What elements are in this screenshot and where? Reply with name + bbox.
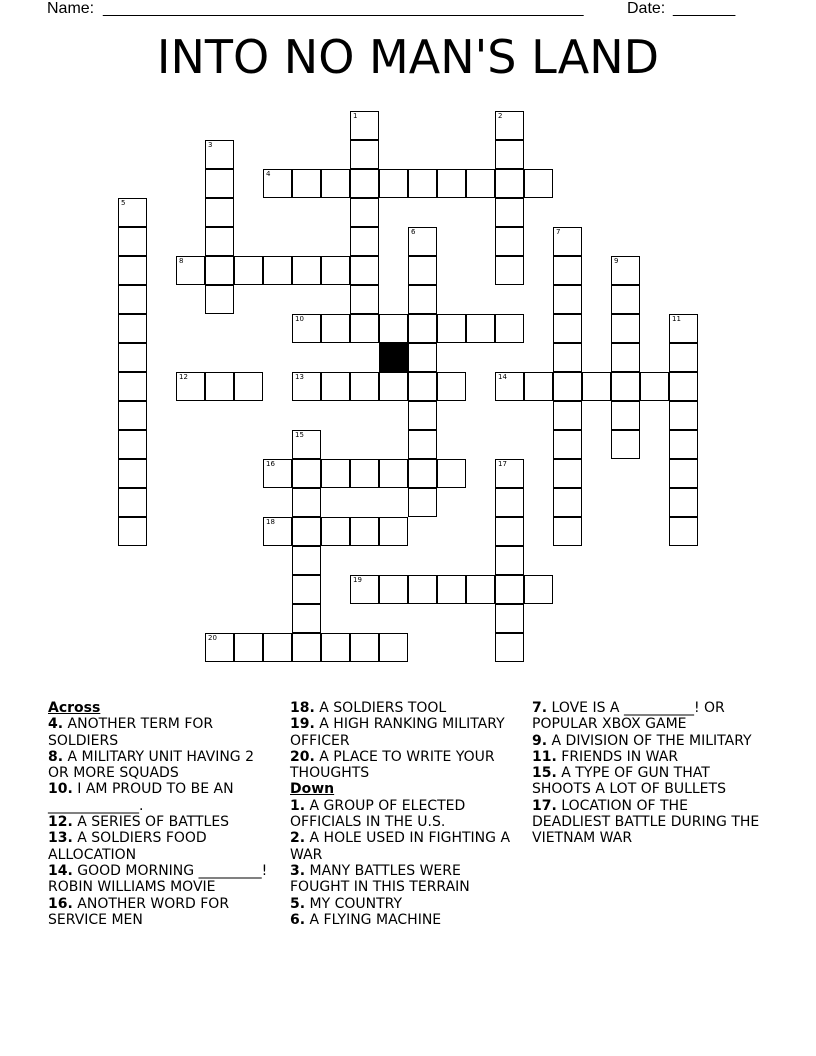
grid-cell[interactable] xyxy=(466,169,495,198)
grid-cell[interactable] xyxy=(495,140,524,169)
grid-cell[interactable] xyxy=(350,140,379,169)
clue-number: 9 xyxy=(614,257,619,265)
clue-text: A HOLE USED IN FIGHTING A WAR xyxy=(290,830,511,863)
grid-cell[interactable] xyxy=(350,459,379,488)
grid-cell[interactable] xyxy=(495,604,524,633)
grid-cell[interactable] xyxy=(495,256,524,285)
grid-cell[interactable] xyxy=(118,227,147,256)
grid-cell[interactable] xyxy=(292,314,321,343)
grid-cell[interactable] xyxy=(350,111,379,140)
grid-cell[interactable] xyxy=(118,459,147,488)
clue-number: 4 xyxy=(266,170,271,178)
grid-cell[interactable] xyxy=(524,169,553,198)
clue xyxy=(48,749,268,782)
grid-cell[interactable] xyxy=(205,372,234,401)
grid-cell[interactable] xyxy=(350,227,379,256)
clue-text: FRIENDS IN WAR xyxy=(556,748,679,765)
clue-number: 19. xyxy=(290,716,315,733)
clue-number: 17. xyxy=(532,797,557,814)
grid-cell[interactable] xyxy=(350,575,379,604)
clue-text: I AM PROUD TO BE AN _____________. xyxy=(48,781,234,814)
grid-cell[interactable] xyxy=(292,169,321,198)
grid-cell[interactable] xyxy=(408,575,437,604)
grid-cell[interactable] xyxy=(582,372,611,401)
clue xyxy=(48,716,268,749)
grid-cell[interactable] xyxy=(408,372,437,401)
grid-cell[interactable] xyxy=(408,285,437,314)
clue-number: 9. xyxy=(532,732,548,749)
grid-cell[interactable] xyxy=(437,169,466,198)
clue-text: A GROUP OF ELECTED OFFICIALS IN THE U.S. xyxy=(290,797,466,831)
grid-cell[interactable] xyxy=(118,256,147,285)
grid-cell[interactable] xyxy=(553,401,582,430)
grid-black-cell xyxy=(379,343,408,372)
grid-cell[interactable] xyxy=(205,227,234,256)
clues-column-1 xyxy=(48,700,268,928)
grid-cell[interactable] xyxy=(118,372,147,401)
clue-text: A HIGH RANKING MILITARY OFFICER xyxy=(290,716,505,749)
clue-number: 2. xyxy=(290,830,306,847)
grid-cell[interactable] xyxy=(350,285,379,314)
clue-number: 12 xyxy=(179,373,188,381)
across-clue-list xyxy=(48,716,268,928)
grid-cell[interactable] xyxy=(466,314,495,343)
clue-number: 10. xyxy=(48,781,73,798)
down-heading: Down xyxy=(290,781,335,798)
grid-cell[interactable] xyxy=(466,575,495,604)
name-label: Name: xyxy=(47,0,95,17)
grid-cell[interactable] xyxy=(495,169,524,198)
clue-text: A SOLDIERS TOOL xyxy=(314,700,447,716)
clue xyxy=(290,749,512,782)
clue-number: 20 xyxy=(208,634,217,642)
clue xyxy=(290,700,512,716)
clue xyxy=(532,798,766,847)
grid-cell[interactable] xyxy=(669,401,698,430)
clue-text: A TYPE OF GUN THAT SHOOTS A LOT OF BULLETS xyxy=(532,765,726,798)
grid-cell[interactable] xyxy=(524,372,553,401)
clue-number: 16 xyxy=(266,460,275,468)
clue-text: A PLACE TO WRITE YOUR THOUGHTS xyxy=(290,748,495,782)
grid-cell[interactable] xyxy=(292,575,321,604)
clue-number: 18 xyxy=(266,518,275,526)
grid-cell[interactable] xyxy=(553,285,582,314)
grid-cell[interactable] xyxy=(379,169,408,198)
clue-number: 19 xyxy=(353,576,362,584)
clues-column-2 xyxy=(290,700,512,928)
grid-cell[interactable] xyxy=(437,575,466,604)
grid-cell[interactable] xyxy=(553,488,582,517)
grid-cell[interactable] xyxy=(205,256,234,285)
grid-cell[interactable] xyxy=(321,517,350,546)
across-clue-list-continued xyxy=(290,700,512,781)
clue-text: MY COUNTRY xyxy=(305,895,403,912)
clue xyxy=(532,765,766,798)
grid-cell[interactable] xyxy=(669,314,698,343)
grid-cell[interactable] xyxy=(379,459,408,488)
clue-text: LOCATION OF THE DEADLIEST BATTLE DURING THE VIETNAM WAR xyxy=(532,797,760,847)
grid-cell[interactable] xyxy=(350,169,379,198)
grid-cell[interactable] xyxy=(350,256,379,285)
clue-number: 6. xyxy=(290,911,306,928)
grid-cell[interactable] xyxy=(205,633,234,662)
clue-number: 18. xyxy=(290,700,315,716)
grid-cell[interactable] xyxy=(321,459,350,488)
grid-cell[interactable] xyxy=(553,256,582,285)
grid-cell[interactable] xyxy=(611,430,640,459)
grid-cell[interactable] xyxy=(292,604,321,633)
grid-cell[interactable] xyxy=(437,314,466,343)
grid-cell[interactable] xyxy=(118,285,147,314)
clue-number: 5 xyxy=(121,199,126,207)
grid-cell[interactable] xyxy=(408,401,437,430)
clue-number: 3. xyxy=(290,862,306,879)
grid-cell[interactable] xyxy=(495,198,524,227)
grid-cell[interactable] xyxy=(263,459,292,488)
grid-cell[interactable] xyxy=(611,314,640,343)
grid-cell[interactable] xyxy=(292,633,321,662)
grid-cell[interactable] xyxy=(640,372,669,401)
clue-number: 1. xyxy=(290,797,306,814)
grid-cell[interactable] xyxy=(350,198,379,227)
grid-cell[interactable] xyxy=(611,372,640,401)
grid-cell[interactable] xyxy=(553,517,582,546)
grid-cell[interactable] xyxy=(379,314,408,343)
grid-cell[interactable] xyxy=(321,633,350,662)
grid-cell[interactable] xyxy=(553,459,582,488)
grid-cell[interactable] xyxy=(495,459,524,488)
grid-cell[interactable] xyxy=(350,633,379,662)
grid-cell[interactable] xyxy=(437,459,466,488)
grid-cell[interactable] xyxy=(611,401,640,430)
clue-number: 7 xyxy=(556,228,561,236)
clue-number: 14. xyxy=(48,862,73,879)
grid-cell[interactable] xyxy=(553,372,582,401)
grid-cell[interactable] xyxy=(292,256,321,285)
grid-cell[interactable] xyxy=(553,430,582,459)
clue-number: 1 xyxy=(353,112,358,120)
grid-cell[interactable] xyxy=(292,488,321,517)
clue-text: A DIVISION OF THE MILITARY xyxy=(547,732,752,749)
grid-cell[interactable] xyxy=(553,314,582,343)
grid-cell[interactable] xyxy=(408,169,437,198)
grid-cell[interactable] xyxy=(408,314,437,343)
grid-cell[interactable] xyxy=(669,343,698,372)
name-field[interactable]: ______________________________________________________ xyxy=(103,0,584,17)
grid-cell[interactable] xyxy=(292,459,321,488)
grid-cell[interactable] xyxy=(408,227,437,256)
clue-number: 14 xyxy=(498,373,507,381)
clue-number: 3 xyxy=(208,141,213,149)
grid-cell[interactable] xyxy=(669,488,698,517)
grid-cell[interactable] xyxy=(437,372,466,401)
clue-number: 6 xyxy=(411,228,416,236)
grid-cell[interactable] xyxy=(234,633,263,662)
grid-cell[interactable] xyxy=(205,285,234,314)
grid-cell[interactable] xyxy=(118,401,147,430)
grid-cell[interactable] xyxy=(205,169,234,198)
grid-cell[interactable] xyxy=(321,256,350,285)
clue-text: LOVE IS A __________! OR POPULAR XBOX GAME xyxy=(532,700,725,733)
grid-cell[interactable] xyxy=(350,372,379,401)
clue-text: ANOTHER WORD FOR SERVICE MEN xyxy=(48,895,230,928)
grid-cell[interactable] xyxy=(118,198,147,227)
grid-cell[interactable] xyxy=(495,314,524,343)
grid-cell[interactable] xyxy=(495,575,524,604)
clue-number: 13. xyxy=(48,830,73,847)
down-clue-list-continued xyxy=(532,700,766,847)
clue-text: A SOLDIERS FOOD ALLOCATION xyxy=(48,830,207,863)
clue-number: 11 xyxy=(672,315,681,323)
grid-cell[interactable] xyxy=(379,517,408,546)
grid-cell[interactable] xyxy=(379,575,408,604)
clue xyxy=(532,700,766,733)
clue xyxy=(532,733,766,749)
grid-cell[interactable] xyxy=(118,517,147,546)
grid-cell[interactable] xyxy=(495,517,524,546)
clue-text: MANY BATTLES WERE FOUGHT IN THIS TERRAIN xyxy=(290,862,470,896)
clue xyxy=(290,830,512,863)
clue-text: GOOD MORNING _________! ROBIN WILLIAMS MOVIE xyxy=(48,862,268,896)
grid-cell[interactable] xyxy=(553,227,582,256)
grid-cell[interactable] xyxy=(263,633,292,662)
grid-cell[interactable] xyxy=(263,169,292,198)
grid-cell[interactable] xyxy=(292,430,321,459)
clue-number: 16. xyxy=(48,895,73,912)
grid-cell[interactable] xyxy=(176,372,205,401)
grid-cell[interactable] xyxy=(350,517,379,546)
date-label: Date: xyxy=(627,0,666,17)
clue-number: 20. xyxy=(290,748,315,765)
grid-cell[interactable] xyxy=(118,430,147,459)
grid-cell[interactable] xyxy=(611,256,640,285)
grid-cell[interactable] xyxy=(292,517,321,546)
clue xyxy=(48,863,268,896)
clue xyxy=(48,814,268,830)
grid-cell[interactable] xyxy=(118,343,147,372)
grid-cell[interactable] xyxy=(611,343,640,372)
clue-text: A SERIES OF BATTLES xyxy=(72,814,230,831)
clue-number: 15. xyxy=(532,765,557,782)
clue-number: 13 xyxy=(295,373,304,381)
clue xyxy=(48,896,268,929)
clue-text: A FLYING MACHINE xyxy=(305,911,442,928)
clue xyxy=(290,716,512,749)
grid-cell[interactable] xyxy=(379,633,408,662)
clue-number: 8 xyxy=(179,257,184,265)
grid-cell[interactable] xyxy=(321,169,350,198)
clue-number: 12. xyxy=(48,814,73,831)
clue xyxy=(290,798,512,831)
grid-cell[interactable] xyxy=(611,285,640,314)
clue-number: 17 xyxy=(498,460,507,468)
grid-cell[interactable] xyxy=(669,459,698,488)
clue-number: 4. xyxy=(48,716,64,733)
down-clue-list xyxy=(290,798,512,928)
clue xyxy=(290,912,512,928)
grid-cell[interactable] xyxy=(263,256,292,285)
grid-cell[interactable] xyxy=(495,633,524,662)
clue-text: A MILITARY UNIT HAVING 2 OR MORE SQUADS xyxy=(48,748,254,782)
grid-cell[interactable] xyxy=(350,314,379,343)
clue xyxy=(48,781,268,814)
clue xyxy=(532,749,766,765)
date-field[interactable]: _______ xyxy=(673,0,736,17)
grid-cell[interactable] xyxy=(669,517,698,546)
grid-cell[interactable] xyxy=(408,488,437,517)
clue-number: 8. xyxy=(48,748,64,765)
grid-cell[interactable] xyxy=(321,372,350,401)
grid-cell[interactable] xyxy=(292,546,321,575)
clue-number: 2 xyxy=(498,112,503,120)
clue xyxy=(48,830,268,863)
clue-text: ANOTHER TERM FOR SOLDIERS xyxy=(48,716,214,749)
grid-cell[interactable] xyxy=(292,372,321,401)
grid-cell[interactable] xyxy=(408,459,437,488)
grid-cell[interactable] xyxy=(524,575,553,604)
clue-number: 7. xyxy=(532,700,548,716)
grid-cell[interactable] xyxy=(669,372,698,401)
grid-cell[interactable] xyxy=(495,227,524,256)
clue-number: 5. xyxy=(290,895,306,912)
grid-cell[interactable] xyxy=(495,372,524,401)
grid-cell[interactable] xyxy=(379,372,408,401)
grid-cell[interactable] xyxy=(408,256,437,285)
grid-cell[interactable] xyxy=(205,198,234,227)
grid-cell[interactable] xyxy=(408,343,437,372)
grid-cell[interactable] xyxy=(495,111,524,140)
grid-cell[interactable] xyxy=(553,343,582,372)
grid-cell[interactable] xyxy=(118,314,147,343)
grid-cell[interactable] xyxy=(321,314,350,343)
clue-number: 10 xyxy=(295,315,304,323)
clue-number: 15 xyxy=(295,431,304,439)
grid-cell[interactable] xyxy=(176,256,205,285)
across-heading: Across xyxy=(48,700,101,716)
grid-cell[interactable] xyxy=(234,372,263,401)
grid-cell[interactable] xyxy=(234,256,263,285)
grid-cell[interactable] xyxy=(118,488,147,517)
puzzle-title: INTO NO MAN'S LAND xyxy=(156,30,660,84)
grid-cell[interactable] xyxy=(205,140,234,169)
grid-cell[interactable] xyxy=(669,430,698,459)
clue-number: 11. xyxy=(532,748,557,765)
clue xyxy=(290,863,512,896)
clue xyxy=(290,896,512,912)
clues-column-3 xyxy=(532,700,766,847)
grid-cell[interactable] xyxy=(263,517,292,546)
grid-cell[interactable] xyxy=(495,488,524,517)
grid-cell[interactable] xyxy=(408,430,437,459)
grid-cell[interactable] xyxy=(495,546,524,575)
